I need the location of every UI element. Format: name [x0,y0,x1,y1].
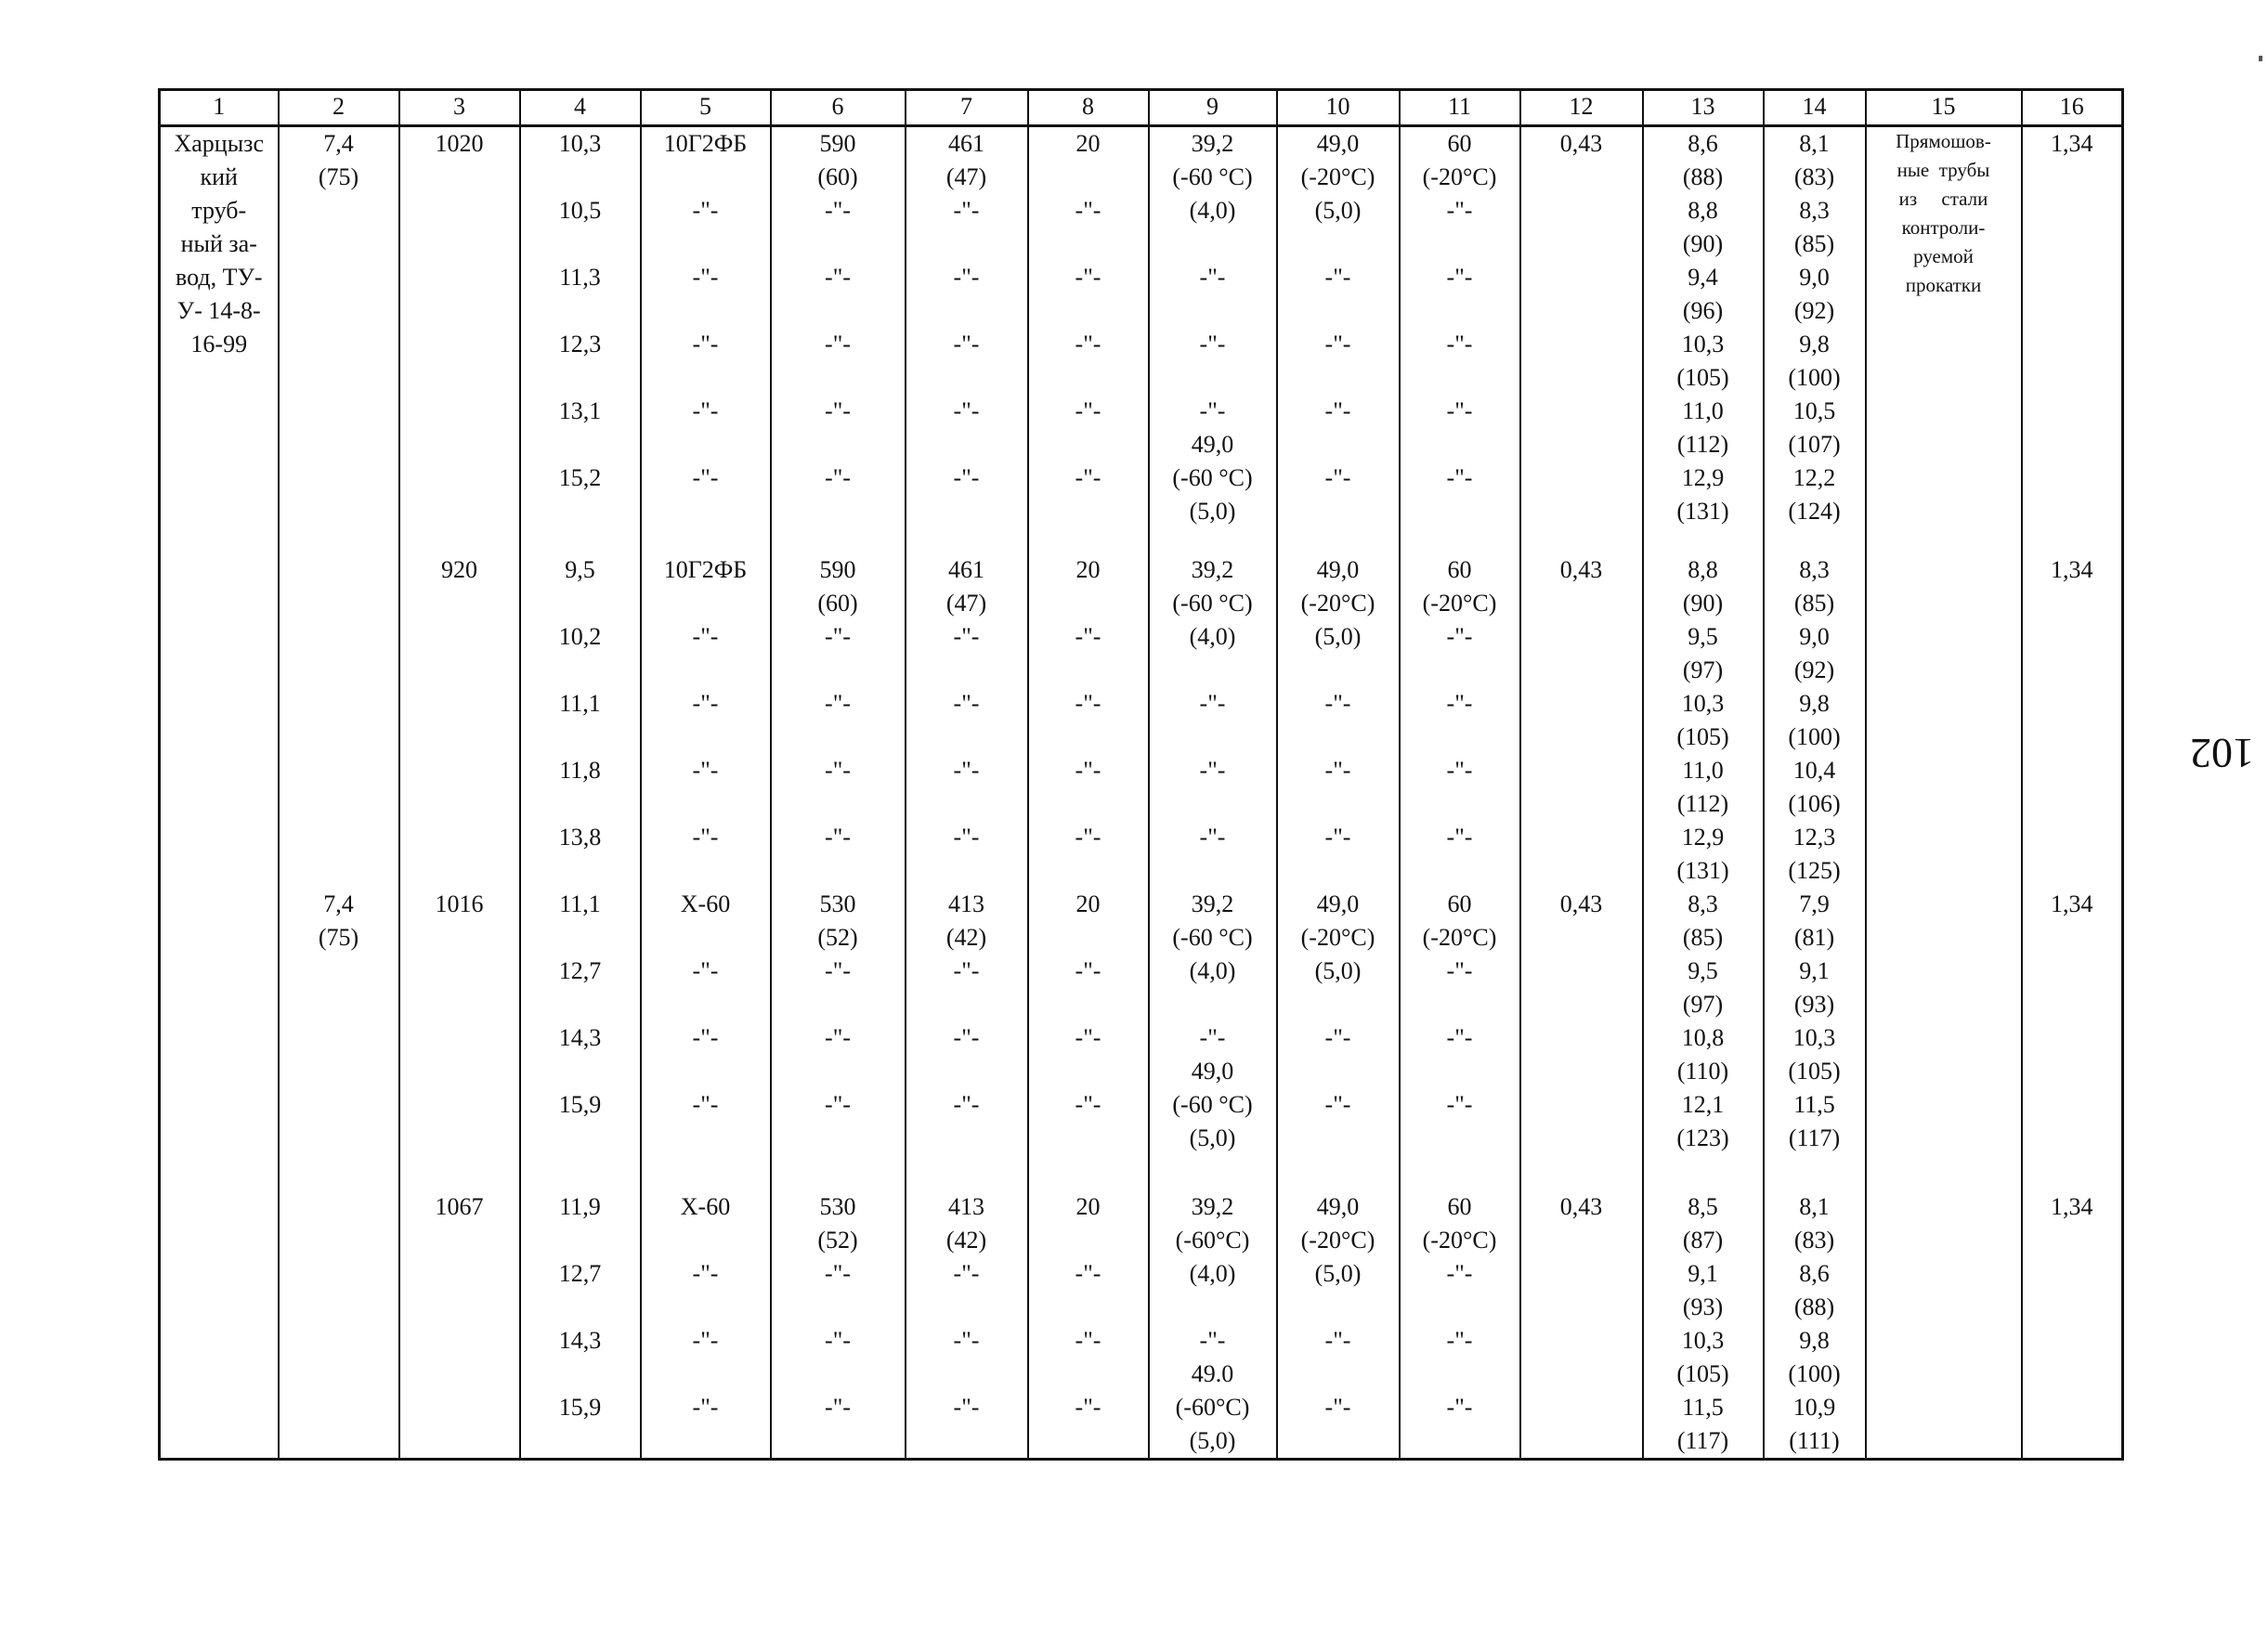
shear-area-cell [1400,553,1520,888]
column-header: 9 [1149,90,1277,126]
yield-strength-cell [906,1190,1028,1460]
cell-text: 49,0 (-20°C) (5,0) -"- -"- -"- -"- [1300,130,1375,491]
diameter-cell [399,553,520,888]
cell-text: 7,4 (75) [318,890,359,951]
specification-table [158,88,2124,1461]
impact-strength-cell [1149,888,1277,1190]
cell-text: 10Г2ФБ -"- -"- -"- -"- -"- [663,130,748,491]
cell-text: 590 (60) -"- -"- -"- -"- [817,555,858,851]
column-header: 6 [771,90,906,126]
equivalent-carbon-cell [1520,126,1643,553]
cell-text: 9,5 10,2 11,1 11,8 13,8 [558,555,602,851]
cell-text: X-60 -"- -"- -"- [680,1192,731,1421]
cell-text: 8,6 (88) 8,8 (90) 9,4 (96) 10,3 (105) 11,0 (112) 12,9 (131) [1676,130,1729,525]
cell-text: 0,43 [1559,130,1603,157]
cell-text: 39,2 (-60 °C) (4,0) -"- -"- -"- 49,0 (-60 °C) (5,0) [1172,130,1253,525]
column-header: 1 [160,90,279,126]
cell-text: 49,0 (-20°C) (5,0) -"- -"- [1300,890,1375,1118]
equivalent-carbon-cell [1520,888,1643,1190]
tensile-strength-cell [771,1190,906,1460]
plant-name-cell [160,1190,279,1460]
steel-grade-cell [641,126,771,553]
table-row [160,553,2123,888]
test-pressure-cell [1643,126,1764,553]
equivalent-carbon-cell [1520,553,1643,888]
cell-text: 60 (-20°C) -"- -"- -"- [1422,1192,1497,1421]
impact-strength-cell [1149,553,1277,888]
cell-text: 7,9 (81) 9,1 (93) 10,3 (105) 11,5 (117) [1788,890,1841,1151]
column-header: 11 [1400,90,1520,126]
cell-text: 20 -"- -"- -"- [1075,890,1101,1118]
safety-factor-cell [2022,888,2123,1190]
elongation-cell [1028,1190,1149,1460]
cell-text: 1067 [435,1192,484,1220]
cell-text: 0,43 [1559,890,1603,917]
cell-text: 8,1 (83) 8,6 (88) 9,8 (100) 10,9 (111) [1788,1192,1841,1454]
impact-strength-cell [1149,126,1277,553]
cell-text: 530 (52) -"- -"- -"- [817,1192,858,1421]
safety-factor-cell [2022,553,2123,888]
cell-text: 920 [441,555,477,583]
column-header: 8 [1028,90,1149,126]
column-header: 7 [906,90,1028,126]
cell-text: 20 -"- -"- -"- -"- [1075,555,1101,851]
pressure-cell [279,1190,399,1460]
cell-text: 1,34 [2051,890,2093,917]
column-header: 14 [1764,90,1866,126]
working-pressure-cell [1764,1190,1866,1460]
working-pressure-cell [1764,553,1866,888]
cell-text: 1016 [435,890,484,917]
cell-text: 8,5 (87) 9,1 (93) 10,3 (105) 11,5 (117) [1676,1192,1729,1454]
notes-cell [1866,553,2022,888]
yield-strength-cell [906,553,1028,888]
cell-text: 20 -"- -"- -"- -"- -"- [1075,130,1101,491]
cell-text: 7,4 (75) [318,130,359,190]
test-pressure-cell [1643,1190,1764,1460]
cell-text: 20 -"- -"- -"- [1075,1192,1101,1421]
diameter-cell [399,126,520,553]
cell-text: X-60 -"- -"- -"- [680,890,731,1118]
tensile-strength-cell [771,888,906,1190]
column-header: 16 [2022,90,2123,126]
diameter-cell [399,1190,520,1460]
cell-text: 11,1 12,7 14,3 15,9 [558,890,602,1118]
cell-text: 8,8 (90) 9,5 (97) 10,3 (105) 11,0 (112) 12,9 (131) [1676,555,1729,884]
wall-thickness-cell [520,888,641,1190]
column-header: 2 [279,90,399,126]
cell-text: 11,9 12,7 14,3 15,9 [558,1192,602,1421]
column-header: 12 [1520,90,1643,126]
elongation-cell [1028,888,1149,1190]
notes-cell [1866,888,2022,1190]
plant-name-cell [160,553,279,888]
cell-text: 10,3 10,5 11,3 12,3 13,1 15,2 [558,130,602,491]
wall-thickness-cell [520,126,641,553]
impact-strength-cell [1149,1190,1277,1460]
tensile-strength-cell [771,553,906,888]
table-row [160,1190,2123,1460]
cell-text: 39,2 (-60 °C) (4,0) -"- 49,0 (-60 °C) (5,0) [1172,890,1253,1151]
cell-text: 0,43 [1559,555,1603,583]
notes-cell [1866,126,2022,553]
safety-factor-cell [2022,126,2123,553]
cell-text: 461 (47) -"- -"- -"- -"- -"- [945,130,987,491]
cell-text: 10Г2ФБ -"- -"- -"- -"- [663,555,748,851]
impact-weld-cell [1277,126,1400,553]
working-pressure-cell [1764,126,1866,553]
cell-text: 39,2 (-60°C) (4,0) -"- 49.0 (-60°C) (5,0) [1175,1192,1250,1454]
cell-text: 1,34 [2051,555,2093,583]
cell-text: 413 (42) -"- -"- -"- [945,890,987,1118]
cell-text: 1020 [435,130,484,157]
cell-text: 413 (42) -"- -"- -"- [945,1192,987,1421]
cell-text: 60 (-20°C) -"- -"- -"- -"- [1422,555,1497,851]
diameter-cell [399,888,520,1190]
cell-text: Харцызс кий труб- ный за- вод, ТУ- У- 14-8- 16-99 [174,130,264,357]
cell-text: 60 (-20°C) -"- -"- -"- -"- -"- [1422,130,1497,491]
shear-area-cell [1400,888,1520,1190]
shear-area-cell [1400,126,1520,553]
yield-strength-cell [906,126,1028,553]
cell-text: 530 (52) -"- -"- -"- [817,890,858,1118]
table-row [160,888,2123,1190]
impact-weld-cell [1277,1190,1400,1460]
test-pressure-cell [1643,553,1764,888]
cell-text: 8,3 (85) 9,0 (92) 9,8 (100) 10,4 (106) 12,3 (125) [1788,555,1841,884]
cell-text: 8,1 (83) 8,3 (85) 9,0 (92) 9,8 (100) 10,5 (107) 12,2 (124) [1788,130,1841,525]
page-number: 102 [2190,730,2254,777]
table-body [160,126,2123,1460]
column-header: 4 [520,90,641,126]
cell-text: 461 (47) -"- -"- -"- -"- [945,555,987,851]
shear-area-cell [1400,1190,1520,1460]
working-pressure-cell [1764,888,1866,1190]
cell-text: 1,34 [2051,1192,2093,1220]
cell-text: 1,34 [2051,130,2093,157]
plant-name-cell [160,888,279,1190]
table-row [160,126,2123,553]
steel-grade-cell [641,888,771,1190]
header-row [160,90,2123,126]
yield-strength-cell [906,888,1028,1190]
wall-thickness-cell [520,553,641,888]
steel-grade-cell [641,1190,771,1460]
safety-factor-cell [2022,1190,2123,1460]
column-header: 10 [1277,90,1400,126]
cell-text: 0,43 [1559,1192,1603,1220]
impact-weld-cell [1277,888,1400,1190]
test-pressure-cell [1643,888,1764,1190]
cell-text: Прямошов- ные трубы из стали контроли- руемой прокатки [1896,130,1991,296]
column-header: 13 [1643,90,1764,126]
impact-weld-cell [1277,553,1400,888]
elongation-cell [1028,126,1149,553]
cell-text: 49,0 (-20°C) (5,0) -"- -"- -"- [1300,555,1375,851]
scan-mark [2259,56,2262,61]
plant-name-cell [160,126,279,553]
pressure-cell [279,553,399,888]
equivalent-carbon-cell [1520,1190,1643,1460]
cell-text: 590 (60) -"- -"- -"- -"- -"- [817,130,858,491]
cell-text: 39,2 (-60 °C) (4,0) -"- -"- -"- [1172,555,1253,851]
column-header: 5 [641,90,771,126]
wall-thickness-cell [520,1190,641,1460]
cell-text: 8,3 (85) 9,5 (97) 10,8 (110) 12,1 (123) [1676,890,1729,1151]
column-header: 3 [399,90,520,126]
tensile-strength-cell [771,126,906,553]
elongation-cell [1028,553,1149,888]
cell-text: 49,0 (-20°C) (5,0) -"- -"- [1300,1192,1375,1421]
column-header: 15 [1866,90,2022,126]
pressure-cell [279,126,399,553]
cell-text: 60 (-20°C) -"- -"- -"- [1422,890,1497,1118]
notes-cell [1866,1190,2022,1460]
pressure-cell [279,888,399,1190]
steel-grade-cell [641,553,771,888]
